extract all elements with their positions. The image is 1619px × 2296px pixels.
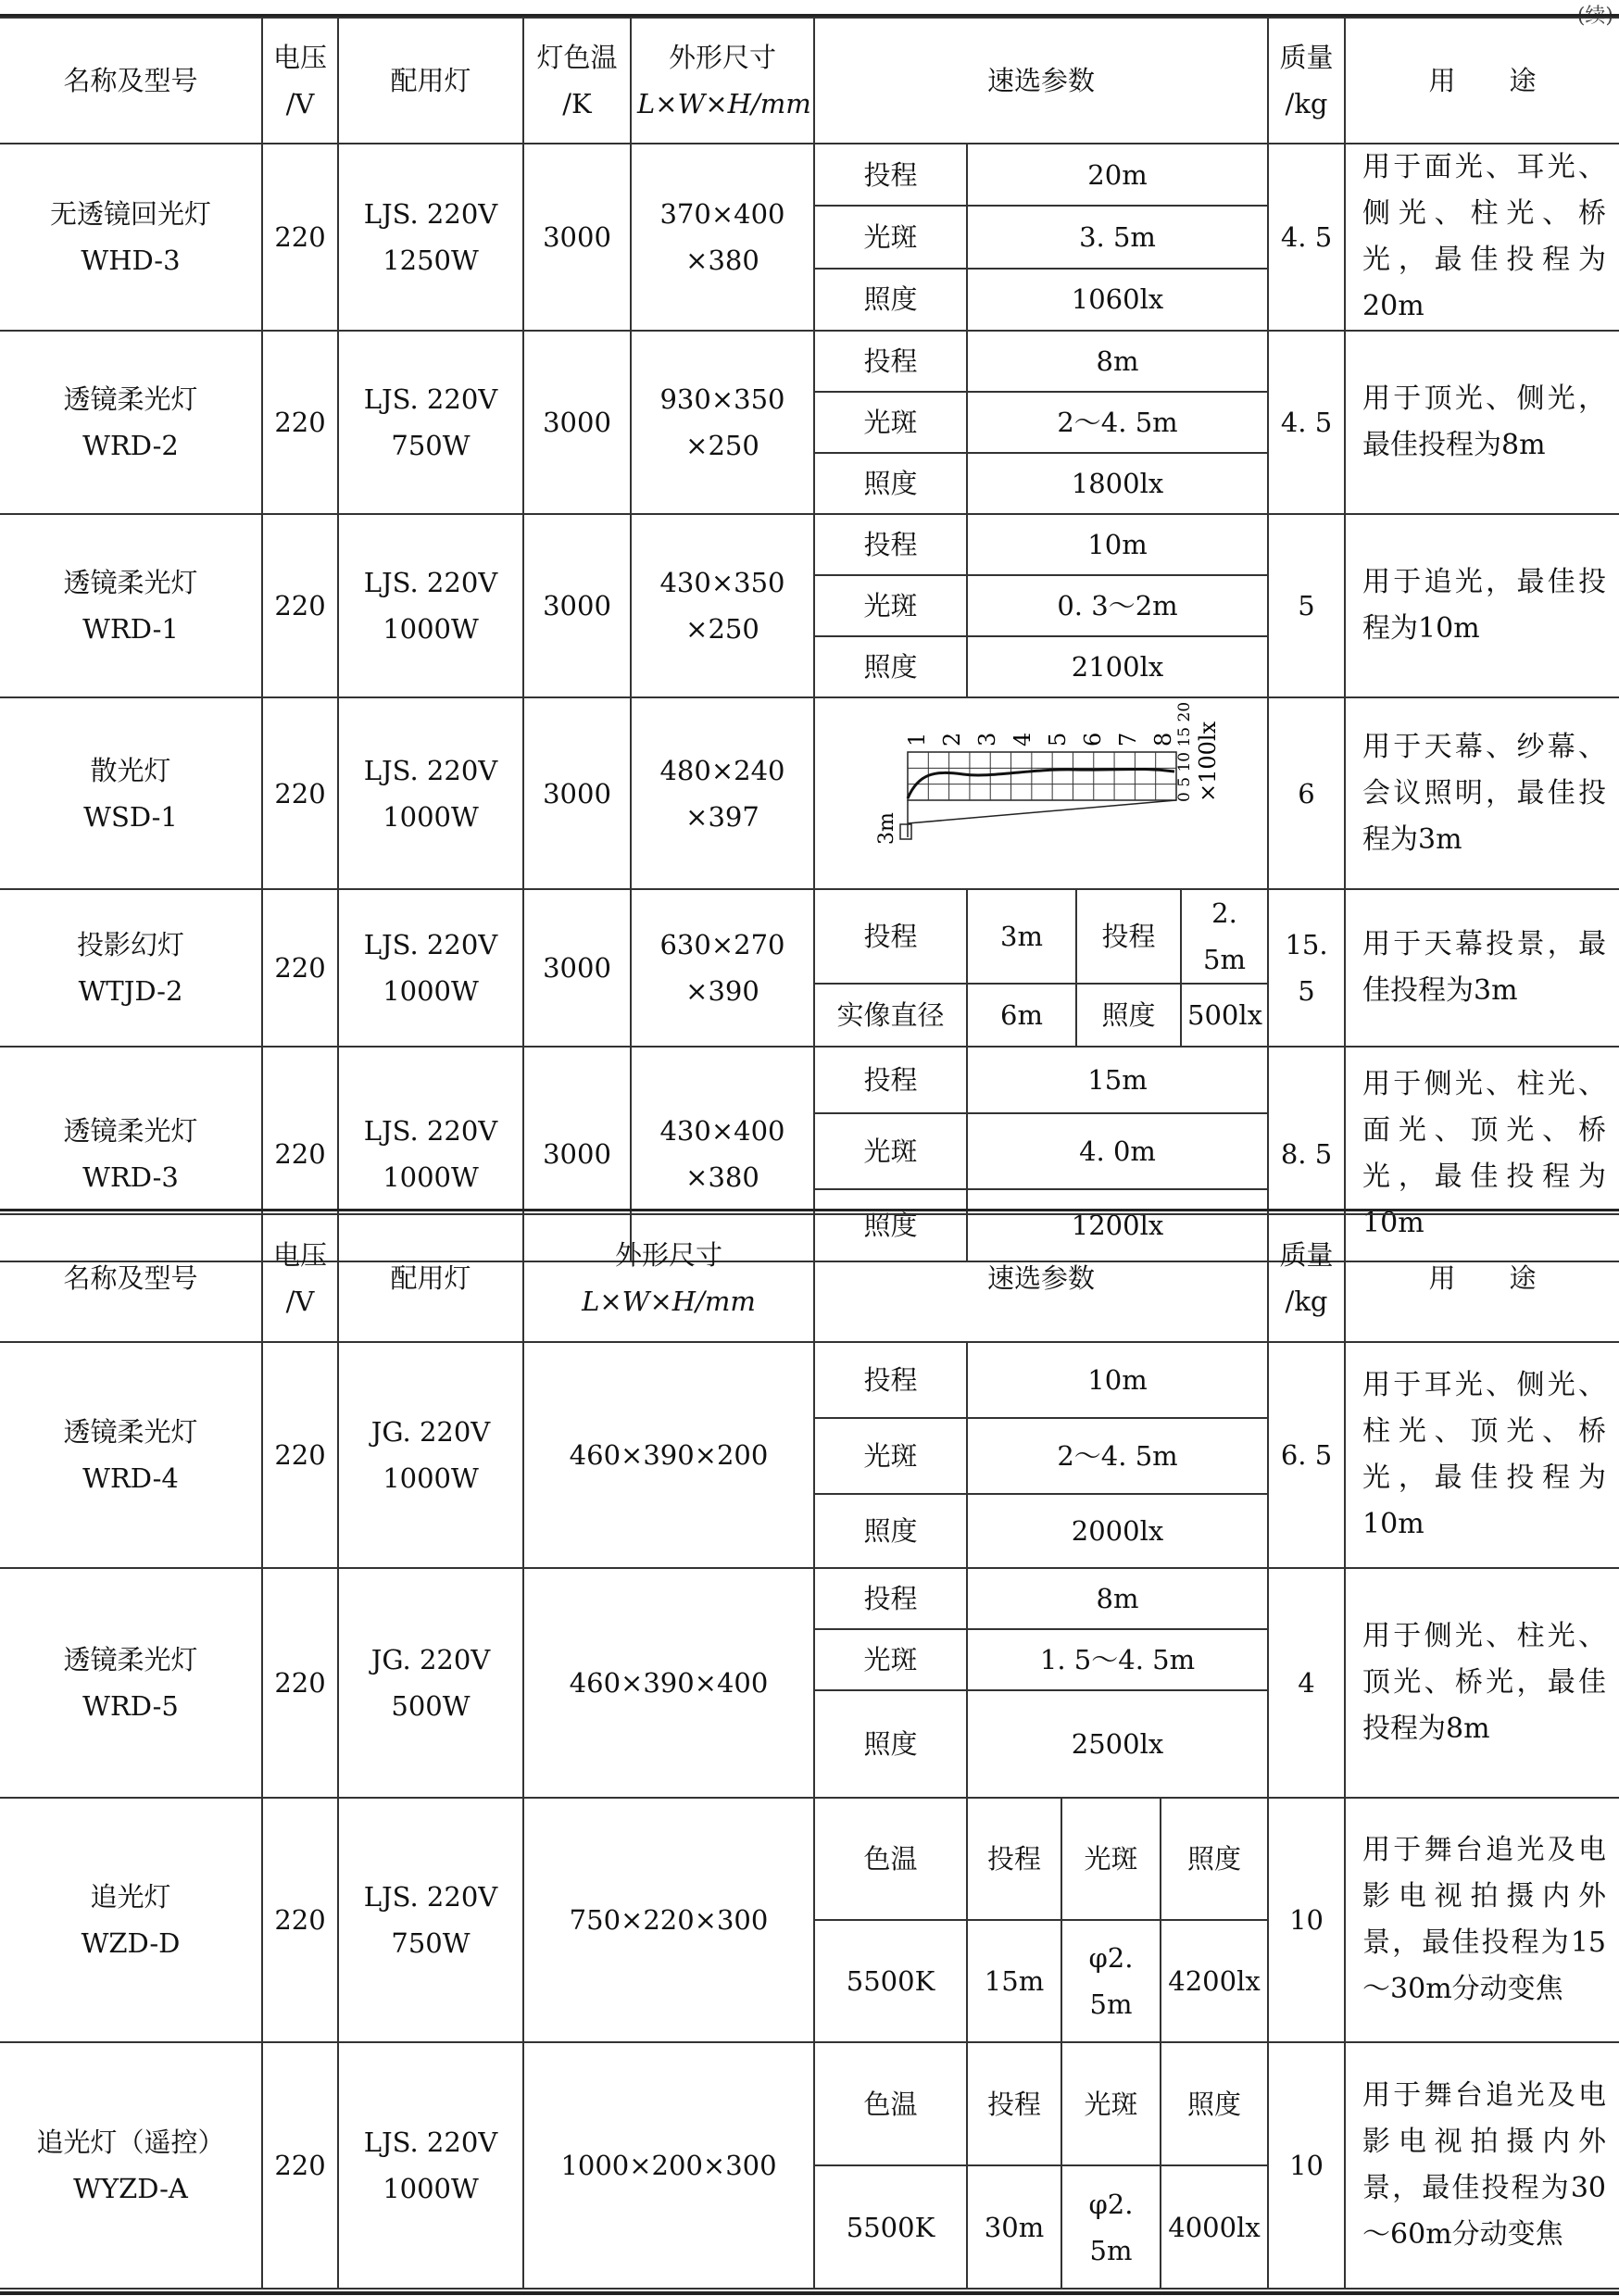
param-label: 投程 <box>967 1798 1061 1920</box>
diagram-height-label: 3m <box>875 812 898 845</box>
param-value: 2～4. 5m <box>967 392 1268 453</box>
lamp-name-line-2: WRD-1 <box>82 613 179 645</box>
param-label: 照度 <box>1076 984 1181 1047</box>
table-row <box>0 889 1619 984</box>
color-temp: 3000 <box>523 1047 631 1261</box>
lamp-type-line-1: LJS. 220V <box>363 198 498 230</box>
mass: 10 <box>1268 2042 1345 2289</box>
param-label: 光斑 <box>814 1113 967 1189</box>
lamp-name-line-1: 透镜柔光灯 <box>63 1644 198 1675</box>
param-label: 色温 <box>814 1798 967 1920</box>
header-size <box>631 18 814 144</box>
param-label: 色温 <box>814 2042 967 2165</box>
param-label: 投程 <box>814 514 967 575</box>
voltage: 220 <box>262 514 338 697</box>
header-color-temp-line-1: 灯色温 <box>536 42 618 73</box>
param-value: 3m <box>967 889 1076 984</box>
lamp-type-line-2: 500W <box>391 1690 471 1722</box>
param-label: 照度 <box>814 1494 967 1568</box>
size <box>631 144 814 331</box>
use-text: 用于顶光、侧光，最佳投程为8m <box>1345 331 1619 514</box>
header-voltage-line-2: /V <box>285 88 315 119</box>
lamp-type <box>338 331 523 514</box>
header-voltage <box>262 1214 338 1342</box>
size-line-1: 480×240 <box>659 754 785 786</box>
header-name: 名称及型号 <box>0 18 262 144</box>
lamp-name-line-2: WRD-4 <box>82 1462 179 1494</box>
diagram-distance-label: 3 <box>974 732 1000 747</box>
color-temp: 3000 <box>523 144 631 331</box>
size: 460×390×400 <box>523 1568 814 1798</box>
table-1-header-row <box>0 18 1619 144</box>
diagram-distance-label: 7 <box>1115 732 1141 747</box>
table-row <box>0 697 1619 889</box>
size-line-2: ×380 <box>685 1161 759 1193</box>
mass: 4 <box>1268 1568 1345 1798</box>
param-label: 照度 <box>814 453 967 514</box>
lamp-type <box>338 889 523 1047</box>
header-mass-line-1: 质量 <box>1279 42 1334 73</box>
param-value: 20m <box>967 144 1268 206</box>
diagram-illuminance-scale: 0 5 10 15 20 <box>1175 701 1194 802</box>
diagram-distance-label: 2 <box>939 732 965 747</box>
lamp-type-line-2: 1000W <box>383 1462 479 1494</box>
header-color-temp <box>523 18 631 144</box>
lamp-name <box>0 1342 262 1568</box>
size-line-1: 430×400 <box>659 1115 785 1147</box>
size-line-2: ×397 <box>685 800 759 833</box>
param-value: 5500K <box>814 2165 967 2289</box>
param-value: 15m <box>967 1920 1061 2042</box>
lamp-type <box>338 1342 523 1568</box>
lamp-name <box>0 1798 262 2042</box>
header-name: 名称及型号 <box>0 1214 262 1342</box>
use-text: 用于耳光、侧光、柱光、顶光、桥光，最佳投程为10m <box>1345 1342 1619 1568</box>
header-params: 速选参数 <box>814 1214 1268 1342</box>
param-value: 3. 5m <box>967 206 1268 268</box>
lamp-type-line-1: LJS. 220V <box>363 1115 498 1147</box>
lamp-symbol <box>900 824 911 839</box>
use-text: 用于舞台追光及电影电视拍摄内外景，最佳投程为30～60m分动变焦 <box>1345 2042 1619 2289</box>
color-temp: 3000 <box>523 889 631 1047</box>
use-text: 用于天幕投景，最佳投程为3m <box>1345 889 1619 1047</box>
voltage: 220 <box>262 1047 338 1261</box>
lamp-type-line-1: LJS. 220V <box>363 1881 498 1913</box>
lamp-name <box>0 331 262 514</box>
param-value: 2500lx <box>967 1690 1268 1798</box>
param-value: 1. 5～4. 5m <box>967 1629 1268 1690</box>
lamp-name-line-1: 追光灯（遥控） <box>36 2127 225 2158</box>
lamp-type-line-2: 1000W <box>383 975 479 1007</box>
lamp-type-line-2: 750W <box>391 1927 471 1959</box>
diagram-distance-label: 8 <box>1150 732 1176 747</box>
param-label: 照度 <box>1161 2042 1268 2165</box>
lamp-type-line-2: 1000W <box>383 613 479 645</box>
param-value: 10m <box>967 1342 1268 1418</box>
param-label: 光斑 <box>1061 1798 1161 1920</box>
param-label: 照度 <box>814 636 967 697</box>
size: 460×390×200 <box>523 1342 814 1568</box>
continued-mark: (续) <box>1576 5 1613 28</box>
param-label: 照度 <box>814 1189 967 1261</box>
size <box>631 889 814 1047</box>
lamp-name-line-2: WHD-3 <box>81 245 181 276</box>
color-temp: 3000 <box>523 697 631 889</box>
lamp-name-line-1: 透镜柔光灯 <box>63 383 198 415</box>
size-line-1: 370×400 <box>659 198 785 230</box>
table-row <box>0 331 1619 392</box>
voltage: 220 <box>262 1798 338 2042</box>
lamp-spec-table-1 <box>0 17 1619 1262</box>
lamp-type-line-1: JG. 220V <box>370 1416 491 1448</box>
lamp-type <box>338 1568 523 1798</box>
header-mass-line-2: /kg <box>1285 1286 1328 1317</box>
param-label: 照度 <box>1161 1798 1268 1920</box>
param-value: 4200lx <box>1161 1920 1268 2042</box>
size-line-2: ×390 <box>685 975 759 1007</box>
voltage: 220 <box>262 1568 338 1798</box>
size <box>631 697 814 889</box>
table-row <box>0 2042 1619 2165</box>
param-value: 1060lx <box>967 269 1268 331</box>
lamp-name <box>0 889 262 1047</box>
lamp-name <box>0 144 262 331</box>
param-label: 投程 <box>814 144 967 206</box>
size-line-1: 430×350 <box>659 567 785 598</box>
header-voltage-line-1: 电压 <box>272 1239 327 1271</box>
size <box>631 331 814 514</box>
param-label: 投程 <box>967 2042 1061 2165</box>
header-mass-line-2: /kg <box>1285 88 1328 119</box>
param-label: 照度 <box>814 1690 967 1798</box>
param-label: 光斑 <box>814 392 967 453</box>
voltage: 220 <box>262 144 338 331</box>
header-lamp: 配用灯 <box>338 18 523 144</box>
header-use: 用 途 <box>1345 1214 1619 1342</box>
param-value: 1800lx <box>967 453 1268 514</box>
param-label: 光斑 <box>814 1418 967 1494</box>
param-label: 光斑 <box>1061 2042 1161 2165</box>
param-value: 8m <box>967 1568 1268 1629</box>
diagram-distance-label: 5 <box>1045 732 1071 747</box>
param-value: 15m <box>967 1047 1268 1113</box>
lamp-name-line-2: WRD-5 <box>82 1690 179 1722</box>
table-row <box>0 1342 1619 1418</box>
lamp-type-line-1: LJS. 220V <box>363 567 498 598</box>
table-row <box>0 1047 1619 1113</box>
param-value: φ2. 5m <box>1061 2165 1161 2289</box>
light-distribution-chart-cell <box>814 697 1268 889</box>
param-value: 8m <box>967 331 1268 392</box>
param-label: 投程 <box>814 1047 967 1113</box>
header-params: 速选参数 <box>814 18 1268 144</box>
size-line-2: ×250 <box>685 430 759 461</box>
lamp-type-line-1: LJS. 220V <box>363 383 498 415</box>
param-label: 投程 <box>1076 889 1181 984</box>
size-line-2: ×250 <box>685 613 759 645</box>
use-text: 用于舞台追光及电影电视拍摄内外景，最佳投程为15～30m分动变焦 <box>1345 1798 1619 2042</box>
lamp-name-line-2: WZD-D <box>81 1927 181 1959</box>
light-distribution-diagram <box>815 698 1268 874</box>
header-mass-line-1: 质量 <box>1279 1239 1334 1271</box>
size-line-1: 630×270 <box>659 929 785 960</box>
diagram-distance-label: 6 <box>1080 732 1106 747</box>
lamp-name-line-2: WYZD-A <box>73 2173 188 2204</box>
lamp-name-line-1: 无透镜回光灯 <box>49 198 211 230</box>
mass: 4. 5 <box>1268 331 1345 514</box>
lamp-name-line-1: 散光灯 <box>90 754 171 786</box>
param-value: 2. 5m <box>1181 889 1268 984</box>
mass: 8. 5 <box>1268 1047 1345 1261</box>
lamp-type-line-2: 750W <box>391 430 471 461</box>
lamp-type-line-1: LJS. 220V <box>363 929 498 960</box>
param-label: 光斑 <box>814 1629 967 1690</box>
size: 750×220×300 <box>523 1798 814 2042</box>
lamp-type-line-1: JG. 220V <box>370 1644 491 1675</box>
size: 1000×200×300 <box>523 2042 814 2289</box>
param-label: 照度 <box>814 269 967 331</box>
param-value: φ2. 5m <box>1061 1920 1161 2042</box>
lamp-name-line-2: WRD-3 <box>82 1161 179 1193</box>
lamp-name-line-1: 透镜柔光灯 <box>63 1416 198 1448</box>
param-label: 投程 <box>814 1342 967 1418</box>
lamp-name-line-1: 追光灯 <box>90 1881 171 1913</box>
lamp-name <box>0 514 262 697</box>
header-color-temp-line-2: /K <box>562 88 592 119</box>
header-size-line-2: L×W×H/mm <box>582 1286 756 1317</box>
header-lamp: 配用灯 <box>338 1214 523 1342</box>
use-text: 用于侧光、柱光、顶光、桥光，最佳投程为8m <box>1345 1568 1619 1798</box>
diagram-unit-label: ×100lx <box>1195 721 1221 802</box>
param-label: 投程 <box>814 331 967 392</box>
lamp-name-line-1: 投影幻灯 <box>76 929 184 960</box>
voltage: 220 <box>262 889 338 1047</box>
size <box>631 514 814 697</box>
lamp-type-line-2: 1000W <box>383 1161 479 1193</box>
lamp-name <box>0 697 262 889</box>
lamp-type-line-2: 1250W <box>383 245 479 276</box>
mass: 4. 5 <box>1268 144 1345 331</box>
beam-edge-line <box>908 800 1176 823</box>
use-text: 用于天幕、纱幕、会议照明，最佳投程为3m <box>1345 697 1619 889</box>
table-1-body <box>0 18 1619 1261</box>
header-voltage <box>262 18 338 144</box>
lamp-type-line-1: LJS. 220V <box>363 2127 498 2158</box>
diagram-grid-frame <box>908 752 1176 800</box>
param-label: 光斑 <box>814 575 967 636</box>
table-2-body <box>0 1214 1619 2289</box>
param-value: 6m <box>967 984 1076 1047</box>
mass: 10 <box>1268 1798 1345 2042</box>
header-mass <box>1268 1214 1345 1342</box>
section-divider <box>0 1209 1619 1211</box>
bottom-rule <box>0 2291 1619 2295</box>
diagram-distance-label: 1 <box>904 732 930 747</box>
mass: 5 <box>1268 514 1345 697</box>
param-value: 10m <box>967 514 1268 575</box>
use-text: 用于面光、耳光、侧光、柱光、桥光，最佳投程为20m <box>1345 144 1619 331</box>
lamp-name <box>0 2042 262 2289</box>
voltage: 220 <box>262 697 338 889</box>
lamp-name-line-2: WRD-2 <box>82 430 179 461</box>
use-text: 用于侧光、柱光、面光、顶光、桥光，最佳投程为10m <box>1345 1047 1619 1261</box>
param-value: 2～4. 5m <box>967 1418 1268 1494</box>
mass: 6. 5 <box>1268 1342 1345 1568</box>
color-temp: 3000 <box>523 331 631 514</box>
header-mass <box>1268 18 1345 144</box>
lamp-type <box>338 697 523 889</box>
table-row <box>0 1568 1619 1629</box>
mass: 15. 5 <box>1268 889 1345 1047</box>
header-size <box>523 1214 814 1342</box>
param-value: 4. 0m <box>967 1113 1268 1189</box>
lamp-name-line-1: 透镜柔光灯 <box>63 1115 198 1147</box>
lamp-spec-table-2 <box>0 1213 1619 2290</box>
lamp-type <box>338 1798 523 2042</box>
param-value: 500lx <box>1181 984 1268 1047</box>
diagram-distance-label: 4 <box>1010 732 1035 747</box>
param-label: 实像直径 <box>814 984 967 1047</box>
size-line-2: ×380 <box>685 245 759 276</box>
size-line-1: 930×350 <box>659 383 785 415</box>
table-row <box>0 1798 1619 1920</box>
header-size-line-1: 外形尺寸 <box>614 1239 722 1271</box>
lamp-type <box>338 514 523 697</box>
param-label: 投程 <box>814 889 967 984</box>
param-label: 光斑 <box>814 206 967 268</box>
voltage: 220 <box>262 1342 338 1568</box>
mass: 6 <box>1268 697 1345 889</box>
use-text: 用于追光，最佳投程为10m <box>1345 514 1619 697</box>
lamp-name-line-1: 透镜柔光灯 <box>63 567 198 598</box>
param-value: 30m <box>967 2165 1061 2289</box>
lamp-name-line-2: WSD-1 <box>83 800 178 833</box>
voltage: 220 <box>262 331 338 514</box>
param-label: 投程 <box>814 1568 967 1629</box>
lamp-name <box>0 1568 262 1798</box>
lamp-type <box>338 2042 523 2289</box>
param-value: 4000lx <box>1161 2165 1268 2289</box>
header-voltage-line-1: 电压 <box>272 42 327 73</box>
color-temp: 3000 <box>523 514 631 697</box>
param-value: 0. 3～2m <box>967 575 1268 636</box>
table-row <box>0 514 1619 575</box>
header-size-line-2: L×W×H/mm <box>637 88 811 119</box>
lamp-type-line-2: 1000W <box>383 800 479 833</box>
lamp-type-line-2: 1000W <box>383 2173 479 2204</box>
lamp-name-line-2: WTJD-2 <box>78 975 183 1007</box>
table-2-header-row <box>0 1214 1619 1342</box>
header-use: 用 途 <box>1345 18 1619 144</box>
param-value: 2100lx <box>967 636 1268 697</box>
lamp-type <box>338 144 523 331</box>
param-value: 1200lx <box>967 1189 1268 1261</box>
param-value: 2000lx <box>967 1494 1268 1568</box>
param-value: 5500K <box>814 1920 967 2042</box>
header-size-line-1: 外形尺寸 <box>668 42 776 73</box>
lamp-type-line-1: LJS. 220V <box>363 754 498 786</box>
voltage: 220 <box>262 2042 338 2289</box>
header-voltage-line-2: /V <box>285 1286 315 1317</box>
table-row <box>0 144 1619 206</box>
